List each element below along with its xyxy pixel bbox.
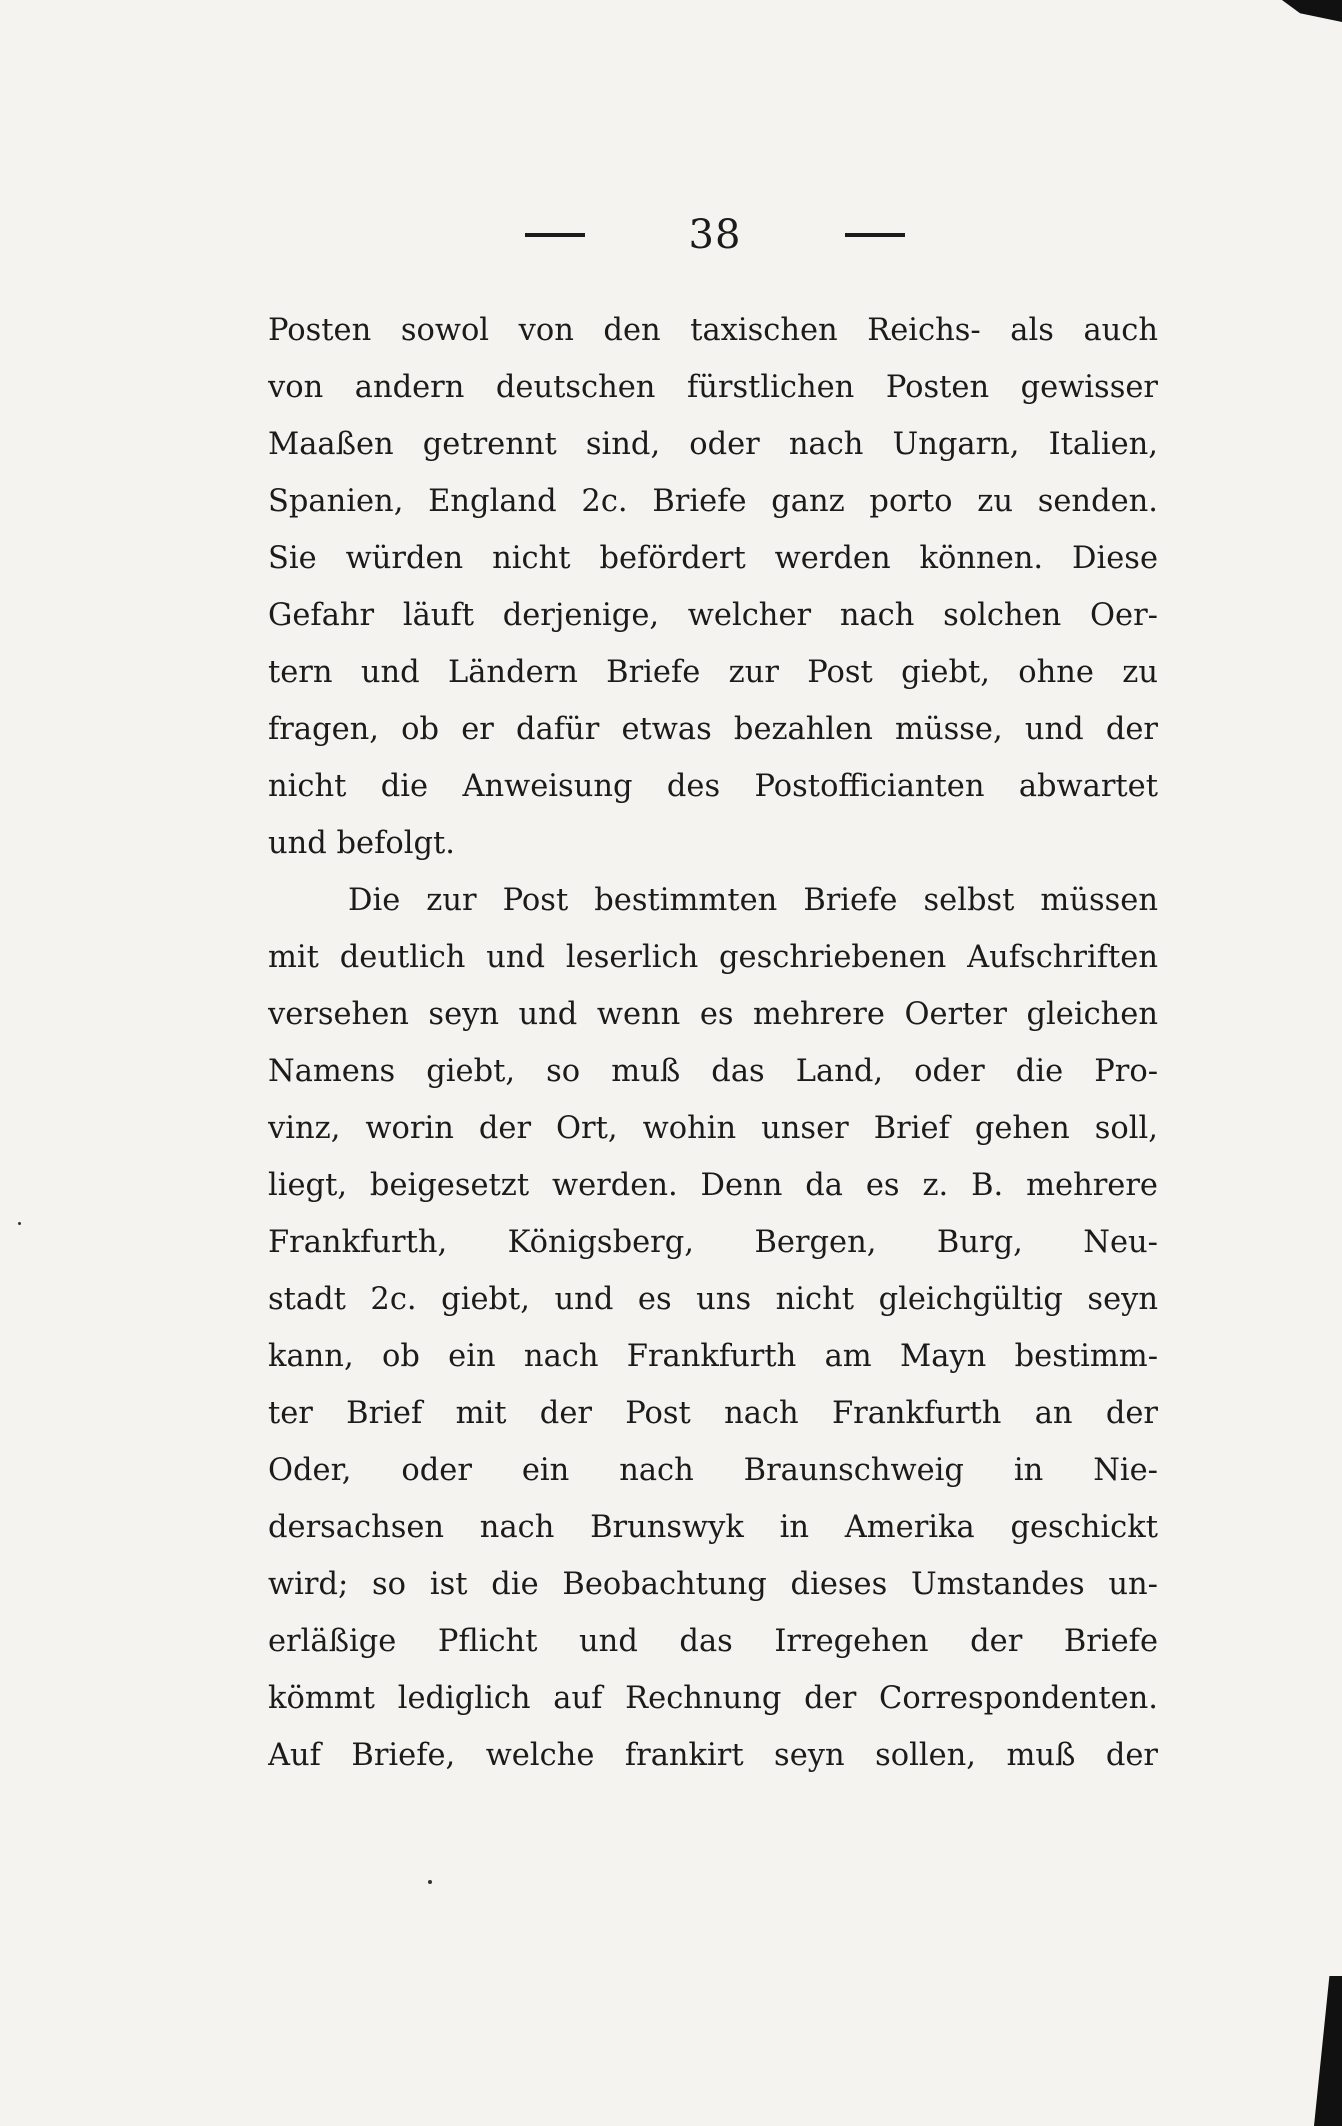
text-line: dersachsen nach Brunswyk in Amerika geschickt [268, 1510, 1158, 1545]
body-text [268, 302, 1158, 1784]
text-line: Spanien, England 2c. Briefe ganz porto zu senden. [268, 484, 1158, 519]
text-line: stadt 2c. giebt, und es uns nicht gleichgültig seyn [268, 1282, 1158, 1317]
text-line: nicht die Anweisung des Postofficianten abwartet [268, 769, 1158, 804]
text-line: Oder, oder ein nach Braunschweig in Nie- [268, 1453, 1158, 1488]
text-line: Posten sowol von den taxischen Reichs- als auch [268, 313, 1158, 348]
text-line: wird; so ist die Beobachtung dieses Umstandes un- [268, 1567, 1158, 1602]
page-number: 38 [688, 212, 742, 258]
text-line: Namens giebt, so muß das Land, oder die Pro- [268, 1054, 1158, 1089]
text-line: kömmt lediglich auf Rechnung der Correspondenten. [268, 1681, 1158, 1716]
text-line: liegt, beigesetzt werden. Denn da es z. B. mehrere [268, 1168, 1158, 1203]
text-line: Auf Briefe, welche frankirt seyn sollen, muß der [268, 1738, 1158, 1773]
ink-speck [18, 1222, 21, 1225]
text-line: Maaßen getrennt sind, oder nach Ungarn, Italien, [268, 427, 1158, 462]
header-dash-left [525, 233, 585, 237]
text-line: und befolgt. [268, 826, 455, 861]
text-line: ter Brief mit der Post nach Frankfurth an der [268, 1396, 1158, 1431]
text-line: vinz, worin der Ort, wohin unser Brief gehen soll, [268, 1111, 1158, 1146]
header-dash-right [845, 233, 905, 237]
page-header [525, 205, 905, 265]
text-line: Gefahr läuft derjenige, welcher nach solchen Oer- [268, 598, 1158, 633]
text-line: erläßige Pflicht und das Irregehen der Briefe [268, 1624, 1158, 1659]
text-line: fragen, ob er dafür etwas bezahlen müsse, und der [268, 712, 1158, 747]
text-line: mit deutlich und leserlich geschriebenen Aufschriften [268, 940, 1158, 975]
text-line: von andern deutschen fürstlichen Posten gewisser [268, 370, 1158, 405]
text-line: tern und Ländern Briefe zur Post giebt, ohne zu [268, 655, 1158, 690]
page-edge-shadow [1314, 1976, 1342, 2126]
text-line: versehen seyn und wenn es mehrere Oerter gleichen [268, 997, 1158, 1032]
text-line: Sie würden nicht befördert werden können. Diese [268, 541, 1158, 576]
text-line: Frankfurth, Königsberg, Bergen, Burg, Neu- [268, 1225, 1158, 1260]
ink-speck [428, 1880, 432, 1884]
paragraph-start-line: Die zur Post bestimmten Briefe selbst müssen [348, 883, 1158, 918]
text-line: kann, ob ein nach Frankfurth am Mayn bestimm- [268, 1339, 1158, 1374]
page-edge-mark [1282, 0, 1342, 22]
